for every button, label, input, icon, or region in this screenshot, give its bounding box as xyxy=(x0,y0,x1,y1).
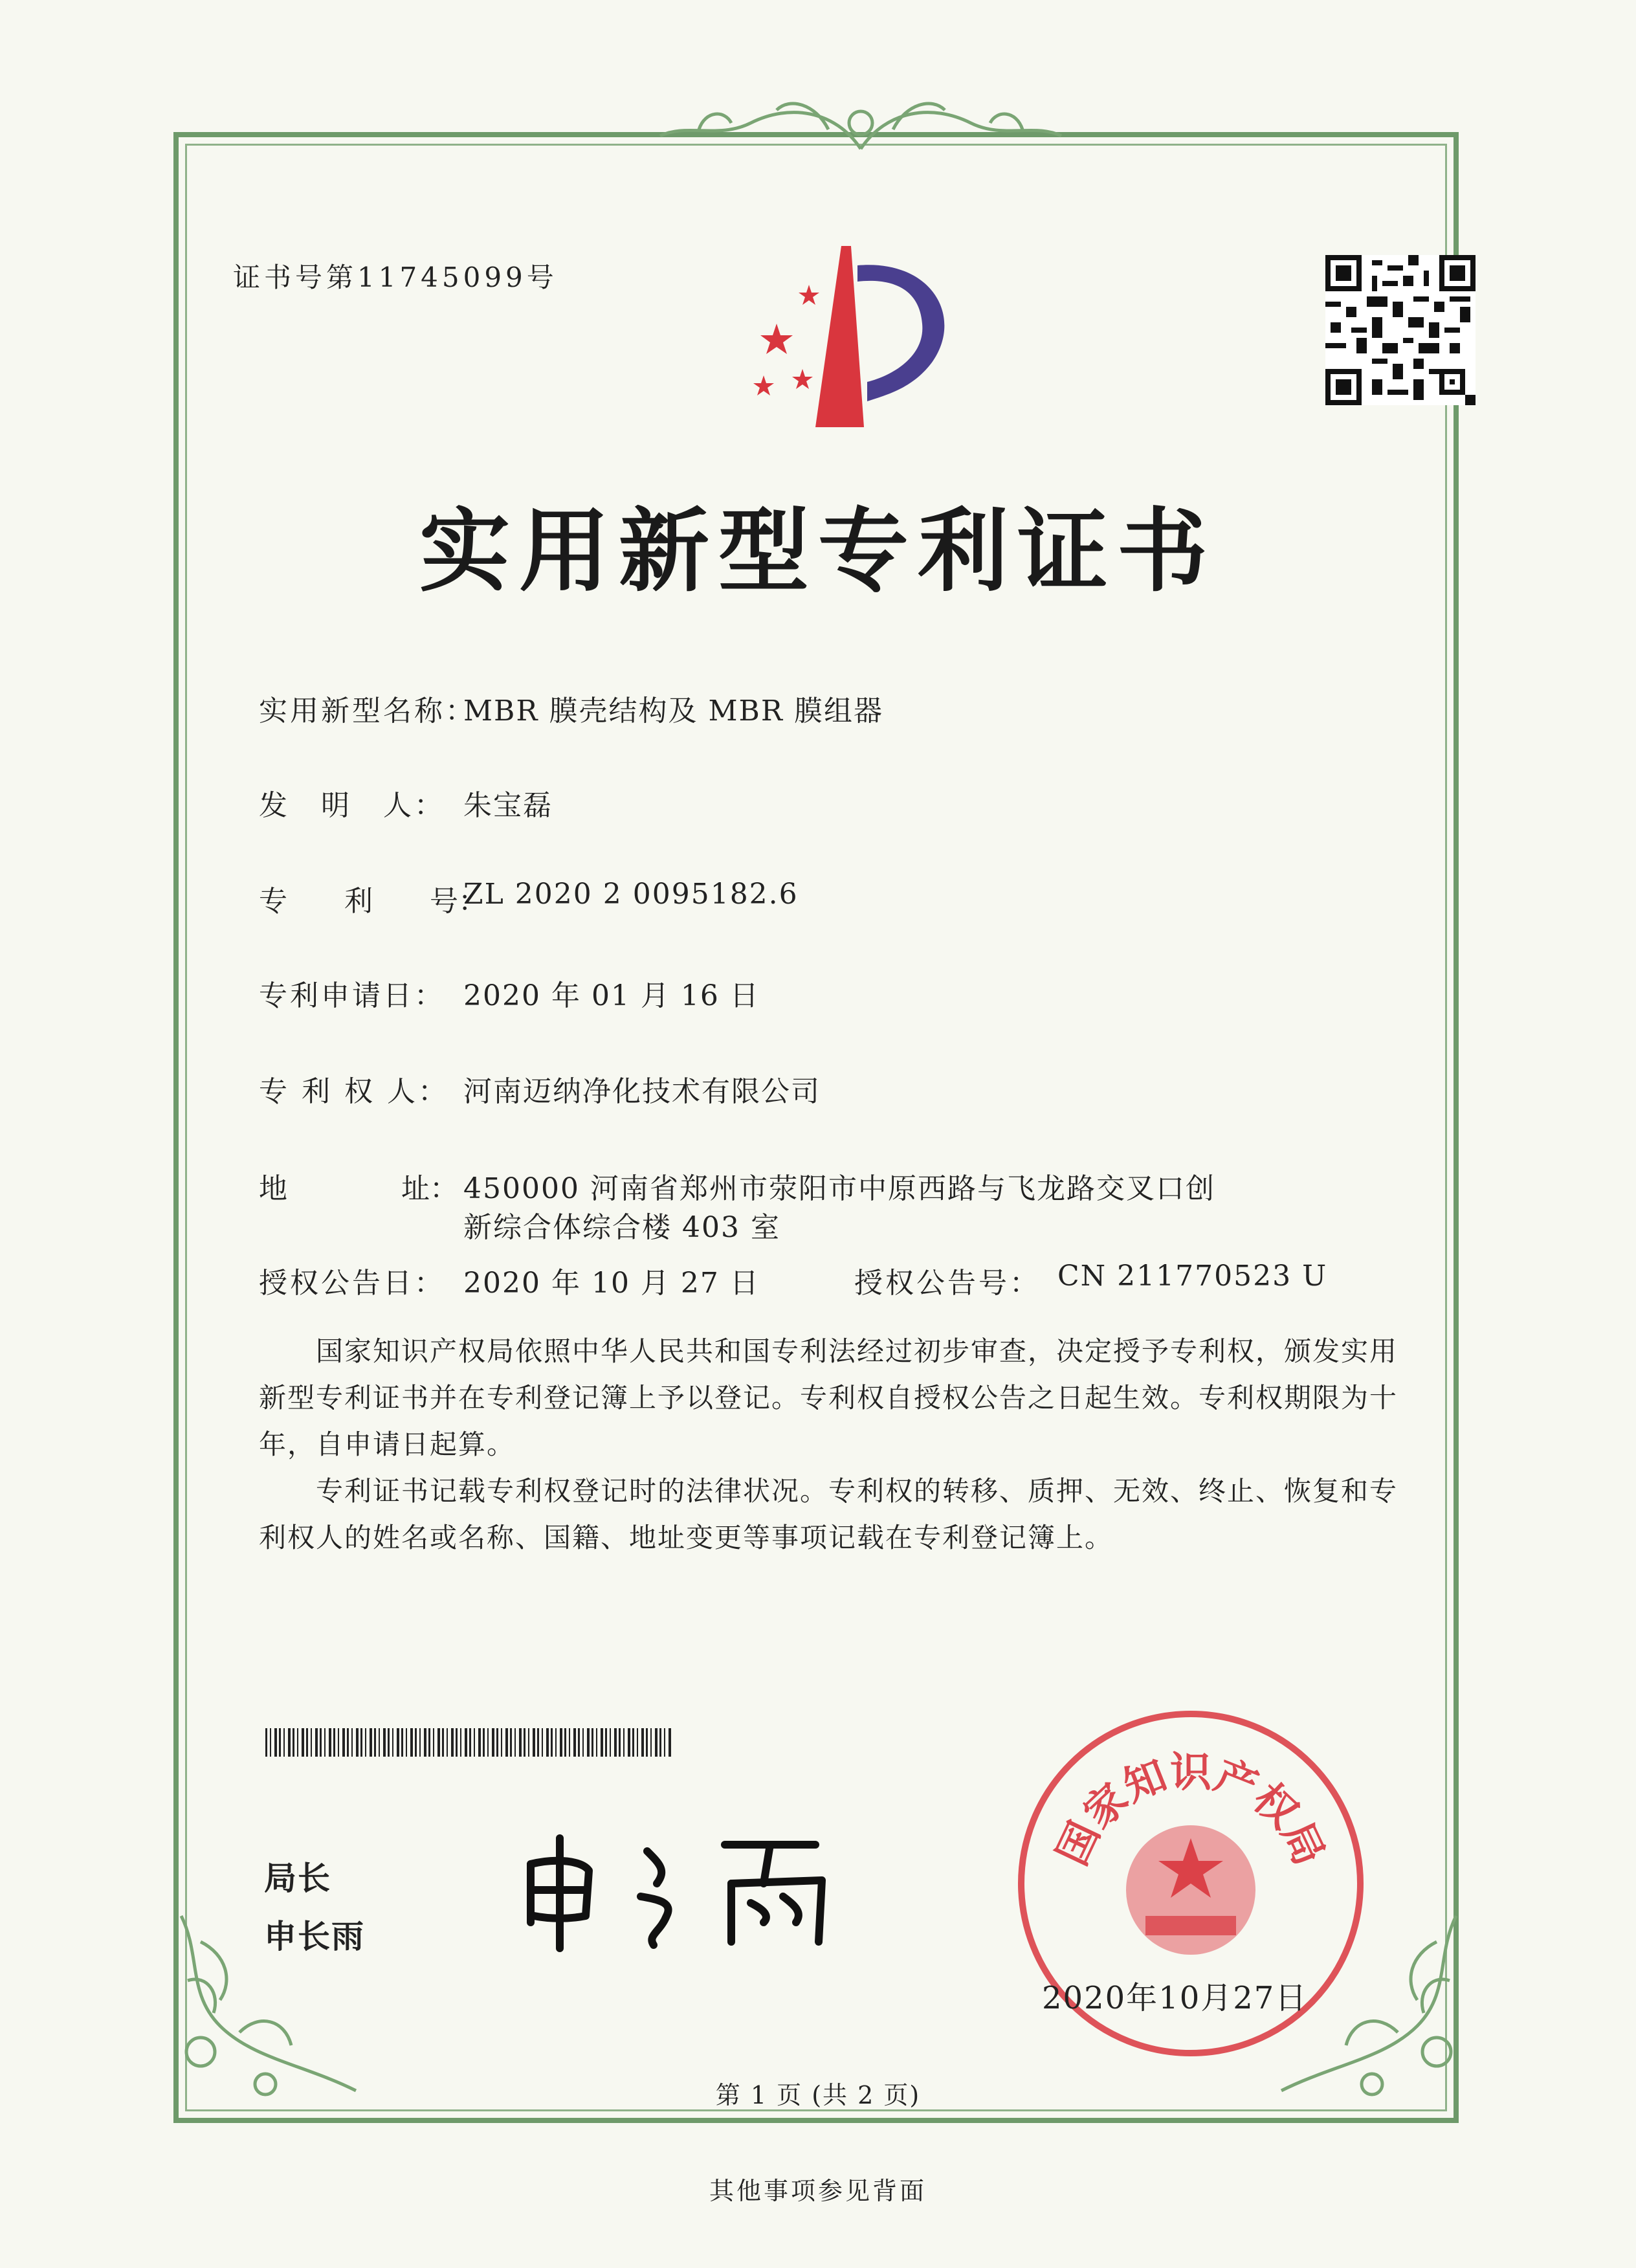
patent-number-label: 专 利 号： xyxy=(259,885,487,918)
seal-text: 国家知识产权局 xyxy=(1048,1749,1333,1873)
barcode-icon xyxy=(265,1728,673,1757)
grant-number-label: 授权公告号： xyxy=(854,1267,1041,1300)
page-title: 实用新型专利证书 xyxy=(419,499,1217,605)
utility-model-name-label: 实用新型名称： xyxy=(259,695,476,728)
address-line-2: 新综合体综合楼 403 室 xyxy=(463,1211,780,1244)
paragraph-1-line-3: 年，自申请日起算。 xyxy=(259,1429,516,1460)
paragraph-2-line-2: 利权人的姓名或名称、国籍、地址变更等事项记载在专利登记簿上。 xyxy=(259,1522,1114,1553)
inventor-value: 朱宝磊 xyxy=(463,789,553,822)
inventor-label: 发 明 人： xyxy=(259,789,445,822)
certificate-number: 证书号第11745099号 xyxy=(233,261,558,293)
utility-model-name-value: MBR 膜壳结构及 MBR 膜组器 xyxy=(463,695,883,728)
address-line-1: 450000 河南省郑州市荥阳市中原西路与飞龙路交叉口创 xyxy=(463,1172,1215,1205)
statement-paragraph-2 xyxy=(259,1468,1443,1561)
patent-number-value: ZL 2020 2 0095182.6 xyxy=(463,878,799,911)
patentee-label: 专 利 权 人： xyxy=(259,1075,449,1108)
top-ornament-icon xyxy=(621,84,1100,162)
qr-code-icon xyxy=(1325,255,1476,405)
filing-date-label: 专利申请日： xyxy=(259,979,445,1012)
footer-note: 其他事项参见背面 xyxy=(709,2177,927,2205)
signature-icon xyxy=(518,1825,854,1955)
statement-paragraph-1 xyxy=(259,1328,1443,1468)
grant-date-label: 授权公告日： xyxy=(259,1267,445,1300)
paragraph-2-line-1: 专利证书记载专利权登记时的法律状况。专利权的转移、质押、无效、终止、恢复和专 xyxy=(259,1475,1398,1507)
seal-date: 2020年10月27日 xyxy=(1042,1980,1308,2016)
page-indicator: 第 1 页 (共 2 页) xyxy=(715,2081,921,2109)
patent-office-logo-icon xyxy=(738,246,984,434)
signatory-name: 申长雨 xyxy=(264,1918,365,1955)
paragraph-1-line-1: 国家知识产权局依照中华人民共和国专利法经过初步审查，决定授予专利权，颁发实用 xyxy=(259,1335,1398,1367)
grant-number-value: CN 211770523 U xyxy=(1057,1260,1328,1293)
paragraph-1-line-2: 新型专利证书并在专利登记簿上予以登记。专利权自授权公告之日起生效。专利权期限为十 xyxy=(259,1382,1398,1414)
grant-date-value: 2020 年 10 月 27 日 xyxy=(463,1267,760,1300)
address-label: 地 址： xyxy=(259,1172,458,1205)
patentee-value: 河南迈纳净化技术有限公司 xyxy=(463,1075,821,1108)
filing-date-value: 2020 年 01 月 16 日 xyxy=(463,979,760,1012)
signatory-role: 局长 xyxy=(264,1860,331,1897)
